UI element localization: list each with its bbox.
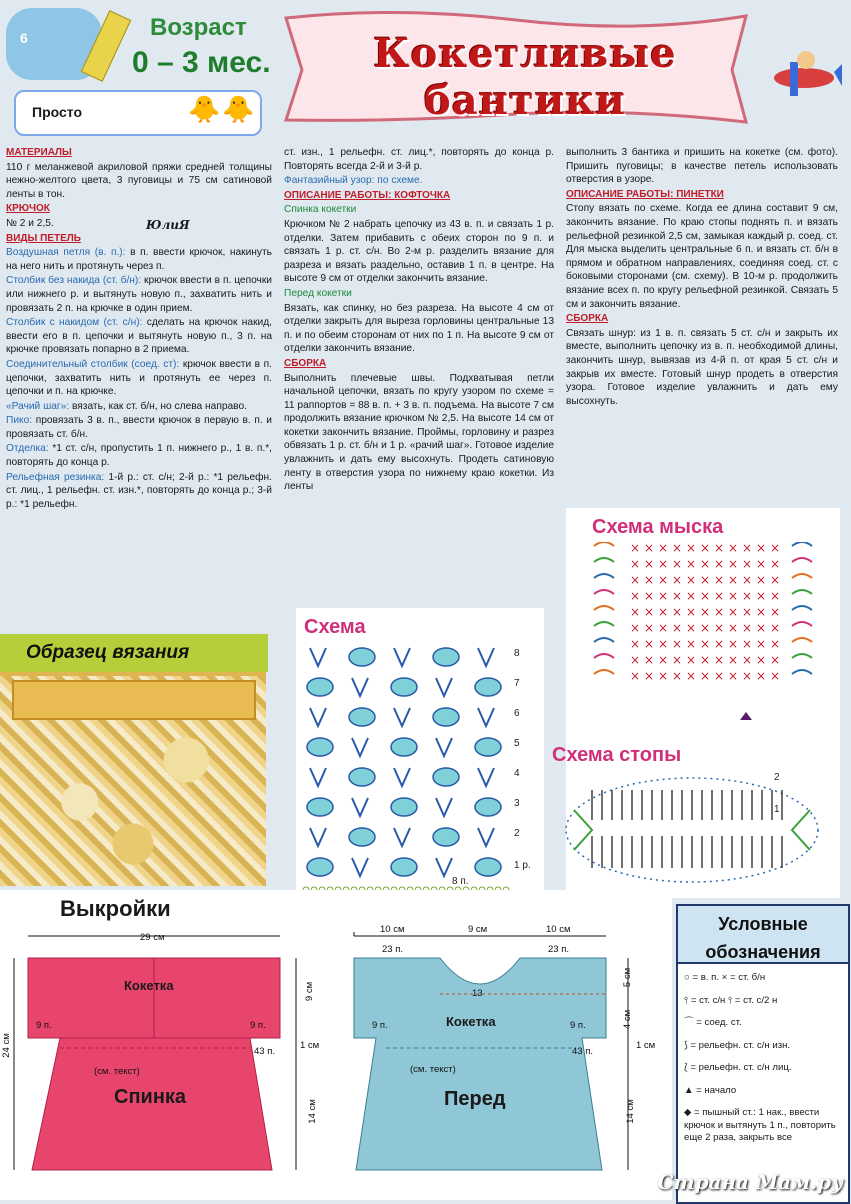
legend-item: ⫯ = ст. с/н ⫯ = ст. с/2 н (684, 994, 778, 1006)
age-value: 0 – 3 мес. (132, 46, 271, 79)
sc-stitch-symbol: × (658, 637, 669, 651)
v-stitch-symbol (478, 708, 494, 726)
sc-stitch-symbol: × (728, 637, 739, 651)
shell-stitch-symbol (349, 708, 375, 726)
stitches-heading: ВИДЫ ПЕТЕЛЬ (6, 232, 81, 244)
row-number: 2 (774, 772, 780, 783)
back-height-trim: 1 см (300, 1040, 320, 1051)
front-yoke-text: Вязать, как спинку, но без разреза. На высоте 4 см от отделки закрыть для выреза горловины центральные 13 п. и по обеим сторонам от них по 1 п. На высоте 9 см от отделки закончить вязание. (284, 302, 554, 355)
hook-heading: КРЮЧОК (6, 203, 50, 215)
v-stitch-symbol (478, 828, 494, 846)
sc-stitch-symbol: × (672, 653, 683, 667)
sc-stitch-symbol: × (672, 542, 683, 555)
row-number: 4 (514, 768, 520, 779)
front-inc-left: 9 п. (372, 1020, 388, 1031)
sc-stitch-symbol: × (756, 557, 767, 571)
sc-stitch-symbol: × (630, 621, 641, 635)
sample-title: Образец вязания (26, 642, 190, 663)
stitch-name: Пико: (6, 415, 33, 427)
v-stitch-symbol (352, 858, 368, 876)
v-stitch-symbol (436, 678, 452, 696)
back-inc-right: 9 п. (250, 1020, 266, 1031)
sc-stitch-symbol: × (756, 605, 767, 619)
sc-stitch-symbol: × (686, 605, 697, 619)
back-see-text: (см. текст) (94, 1066, 140, 1077)
legend-title-line-1: Условные (718, 914, 808, 934)
sc-stitch-symbol: × (630, 605, 641, 619)
sc-stitch-symbol: × (770, 605, 781, 619)
v-stitch-symbol (352, 798, 368, 816)
stitch-name: Соединительный столбик (соед. ст): (6, 358, 180, 370)
front-width-left: 10 см (380, 924, 405, 935)
sc-stitch-symbol: × (686, 589, 697, 603)
pattern-panel (0, 890, 672, 1200)
chick-icons: 🐥🐥 (188, 94, 257, 124)
sc-stitch-symbol: × (700, 637, 711, 651)
v-stitch-symbol (352, 738, 368, 756)
text-column-1 (6, 146, 272, 512)
sc-stitch-symbol: × (714, 669, 725, 683)
age-label: Возраст (150, 14, 247, 41)
sc-stitch-symbol: × (770, 653, 781, 667)
shell-stitch-symbol (391, 798, 417, 816)
sc-stitch-symbol: × (700, 605, 711, 619)
toe-chart (586, 542, 826, 732)
sc-stitch-symbol: × (700, 653, 711, 667)
sc-stitch-symbol: × (770, 669, 781, 683)
v-stitch-symbol (478, 768, 494, 786)
sc-stitch-symbol: × (630, 542, 641, 555)
sc-stitch-symbol: × (742, 589, 753, 603)
hook-stitch-symbol (594, 590, 614, 594)
v-stitch-symbol (394, 648, 410, 666)
row-number: 5 (514, 738, 520, 749)
booties-heading: ОПИСАНИЕ РАБОТЫ: ПИНЕТКИ (566, 188, 724, 200)
sc-stitch-symbol: × (756, 621, 767, 635)
sc-stitch-symbol: × (714, 542, 725, 555)
stitch-desc: 1-й р.: ст. с/н; 2-й р.: *1 рельефн. ст. лиц., 1 рельефн. ст. изн.*, повторять до конца р.; 3-й р.: *1 рельефн. (6, 471, 272, 510)
sc-stitch-symbol: × (756, 573, 767, 587)
stitch-name: Рельефная резинка: (6, 471, 105, 483)
start-marker-icon (740, 712, 752, 720)
sc-stitch-symbol: × (630, 637, 641, 651)
hook-stitch-symbol (594, 670, 614, 674)
patterns-title: Выкройки (60, 896, 171, 921)
chart-base-label: 8 п. (452, 876, 469, 887)
stitch-desc: в п. ввести крючок, накинуть на него нить и протянуть через п. (6, 247, 272, 272)
sc-stitch-symbol: × (728, 669, 739, 683)
assembly-heading: СБОРКА (284, 357, 327, 369)
shell-stitch-symbol (433, 648, 459, 666)
sc-stitch-symbol: × (658, 653, 669, 667)
sc-stitch-symbol: × (672, 637, 683, 651)
sc-stitch-symbol: × (686, 542, 697, 555)
sc-stitch-symbol: × (770, 589, 781, 603)
paragraph: ст. изн., 1 рельефн. ст. лиц.*, повторять до конца р. Повторять всегда 2-й и 3-й р. (284, 147, 554, 172)
sc-stitch-symbol: × (672, 557, 683, 571)
legend-item: ◆ = пышный ст.: 1 нак., ввести крючок и вытянуть 1 п., повторить еще 2 раза, закрыть все (684, 1107, 836, 1143)
sc-stitch-symbol: × (770, 573, 781, 587)
front-sts-right: 23 п. (548, 944, 569, 955)
shell-stitch-symbol (391, 858, 417, 876)
v-stitch-symbol (394, 768, 410, 786)
legend-item: ⟅ = рельефн. ст. с/н лиц. (684, 1062, 792, 1073)
booties-assembly-heading: СБОРКА (566, 313, 609, 325)
hook-stitch-symbol (792, 574, 812, 578)
sc-stitch-symbol: × (742, 637, 753, 651)
back-name: Спинка (114, 1086, 187, 1108)
v-stitch-symbol (310, 708, 326, 726)
page-number: 6 (20, 30, 28, 46)
sc-stitch-symbol: × (658, 573, 669, 587)
hook-text: № 2 и 2,5. (6, 217, 54, 229)
watermark: Страна Мам.ру (657, 1170, 843, 1194)
sc-stitch-symbol: × (672, 573, 683, 587)
hook-stitch-symbol (792, 654, 812, 658)
v-stitch-symbol (310, 768, 326, 786)
row-number: 1 р. (514, 860, 531, 871)
page-title: Кокетливые бантики (373, 30, 677, 124)
sc-stitch-symbol: × (714, 621, 725, 635)
shell-stitch-symbol (475, 798, 501, 816)
assembly-text: Выполнить плечевые швы. Подхватывая петли начальной цепочки, вязать по кругу узором по схеме = 11 раппортов = 88 в. п. + 3 в. п. подъема. На высоте 7 см продолжить вязание крючком № 2,5. На высоте 14 см от кокетки закончить вязание. Проймы, горловину и разрез обвязать 1 р. ст. б/н и 1 р. «рачий шаг». Готовое изделие увлажнить и дать ему высохнуть. Продеть сатиновую ленту в отверстия узора по нижнему краю кокетки. Из ленты (284, 372, 554, 493)
sc-stitch-symbol: × (728, 605, 739, 619)
back-pattern (0, 920, 300, 1200)
booties-text: Стопу вязать по схеме. Когда ее длина составит 9 см, закончить вязание. По краю стопы поднять п. и вязать рельефной резинкой 2,5 см, замыкая каждый р. соед. ст. Для мыска выделить центральные 6 п. и вязать ст. б/н в прямом и обратном направлениях, соединяя соед. ст. с боковыми сторонами (см. схему). В 10-м р. продолжить вязание всех п. по кругу рельефной резинкой. Связать 5 см и закончить вязание. (566, 203, 838, 310)
row-number: 1 (774, 804, 780, 815)
fan-stitch-symbol (574, 810, 592, 850)
shell-stitch-symbol (307, 858, 333, 876)
sc-stitch-symbol: × (700, 621, 711, 635)
legend-panel (676, 904, 850, 1204)
back-height-total: 24 см (0, 1033, 12, 1058)
sc-stitch-symbol: × (742, 653, 753, 667)
sc-stitch-symbol: × (714, 605, 725, 619)
stitch-chart-panel (296, 608, 544, 890)
hook-stitch-symbol (594, 654, 614, 658)
fancy-pattern-note: Фантазийный узор: по схеме. (284, 175, 423, 187)
paragraph: выполнить 3 бантика и пришить на кокетке (см. фото). Пришить пуговицы; в качестве петель использовать отверстия в узоре. (566, 147, 838, 186)
front-width-mid: 9 см (468, 924, 488, 935)
front-yoke-heading: Перед кокетки (284, 287, 352, 299)
sc-stitch-symbol: × (742, 573, 753, 587)
back-yoke-label: Кокетка (124, 978, 174, 993)
sc-stitch-symbol: × (728, 589, 739, 603)
sc-stitch-symbol: × (644, 589, 655, 603)
row-number: 2 (514, 828, 520, 839)
front-chain-label: 43 п. (572, 1046, 593, 1057)
jacket-heading: ОПИСАНИЕ РАБОТЫ: КОФТОЧКА (284, 189, 451, 201)
sc-stitch-symbol: × (644, 621, 655, 635)
sc-stitch-symbol: × (672, 669, 683, 683)
front-height-neck: 5 см (622, 967, 634, 988)
stitch-chart-title: Схема (304, 616, 366, 638)
back-yoke-heading: Спинка кокетки (284, 204, 357, 216)
front-width-right: 10 см (546, 924, 571, 935)
sc-stitch-symbol: × (700, 573, 711, 587)
front-height-trim: 1 см (636, 1040, 656, 1051)
sc-stitch-symbol: × (686, 669, 697, 683)
hook-stitch-symbol (792, 670, 812, 674)
hook-stitch-symbol (594, 622, 614, 626)
sc-stitch-symbol: × (714, 653, 725, 667)
sc-stitch-symbol: × (658, 621, 669, 635)
v-stitch-symbol (310, 828, 326, 846)
sc-stitch-symbol: × (658, 542, 669, 555)
sc-stitch-symbol: × (644, 557, 655, 571)
front-sts-left: 23 п. (382, 944, 403, 955)
hook-stitch-symbol (792, 606, 812, 610)
sc-stitch-symbol: × (700, 557, 711, 571)
sc-stitch-symbol: × (630, 557, 641, 571)
sc-stitch-symbol: × (630, 589, 641, 603)
sc-stitch-symbol: × (630, 573, 641, 587)
sc-stitch-symbol: × (686, 573, 697, 587)
sc-stitch-symbol: × (756, 653, 767, 667)
sc-stitch-symbol: × (714, 573, 725, 587)
sc-stitch-symbol: × (756, 542, 767, 555)
stitch-name: Воздушная петля (в. п.): (6, 247, 126, 259)
stitch-desc: крючок ввести в п. цепочки или нижнего р. и вытянуть новую п., захватить нить и провязать 2 п. на крючке в один прием. (6, 275, 272, 314)
sc-stitch-symbol: × (658, 589, 669, 603)
v-stitch-symbol (352, 678, 368, 696)
difficulty-label: Просто (32, 104, 82, 120)
materials-text: 110 г меланжевой акриловой пряжи средней толщины нежно-желтого цвета, 3 пуговицы и 75 см сатиновой ленты в тон. (6, 161, 272, 200)
back-chain-label: 43 п. (254, 1046, 275, 1057)
hook-stitch-symbol (594, 606, 614, 610)
sc-stitch-symbol: × (756, 589, 767, 603)
sample-title-bar (0, 634, 268, 672)
shell-stitch-symbol (391, 738, 417, 756)
shell-stitch-symbol (349, 828, 375, 846)
signature: ЮлиЯ (146, 218, 190, 232)
v-stitch-symbol (436, 858, 452, 876)
sole-chart-title: Схема стопы (552, 744, 682, 766)
sc-stitch-symbol: × (742, 542, 753, 555)
legend-heading (678, 906, 848, 964)
row-number: 7 (514, 678, 520, 689)
sc-stitch-symbol: × (630, 653, 641, 667)
sc-stitch-symbol: × (714, 557, 725, 571)
v-stitch-symbol (436, 738, 452, 756)
sc-stitch-symbol: × (728, 542, 739, 555)
front-height-body: 14 см (624, 1099, 636, 1124)
sc-stitch-symbol: × (742, 557, 753, 571)
sc-stitch-symbol: × (658, 669, 669, 683)
sc-stitch-symbol: × (672, 621, 683, 635)
shell-stitch-symbol (475, 738, 501, 756)
row-number: 8 (514, 648, 520, 659)
sc-stitch-symbol: × (686, 557, 697, 571)
stitch-name: «Рачий шаг»: (6, 400, 70, 412)
sc-stitch-symbol: × (686, 653, 697, 667)
sc-stitch-symbol: × (770, 542, 781, 555)
sc-stitch-symbol: × (644, 605, 655, 619)
front-yoke-label: Кокетка (446, 1014, 496, 1029)
sc-stitch-symbol: × (672, 605, 683, 619)
sc-stitch-symbol: × (686, 637, 697, 651)
legend-item: ○ = в. п. × = ст. б/н (684, 972, 766, 983)
legend-item: ⟆ = рельефн. ст. с/н изн. (684, 1039, 791, 1051)
sc-stitch-symbol: × (644, 669, 655, 683)
sc-stitch-symbol: × (686, 621, 697, 635)
hook-stitch-symbol (594, 574, 614, 578)
shell-stitch-symbol (307, 738, 333, 756)
sc-stitch-symbol: × (700, 542, 711, 555)
sc-stitch-symbol: × (644, 573, 655, 587)
v-stitch-symbol (310, 648, 326, 666)
shell-stitch-symbol (433, 768, 459, 786)
legend-item: ⌒ = соед. ст. (684, 1017, 742, 1028)
sc-stitch-symbol: × (728, 573, 739, 587)
sc-stitch-symbol: × (728, 653, 739, 667)
v-stitch-symbol (478, 648, 494, 666)
sc-stitch-symbol: × (742, 605, 753, 619)
sc-stitch-symbol: × (700, 589, 711, 603)
booties-assembly-text: Связать шнур: из 1 в. п. связать 5 ст. с/н и закрыть их вместе, выполнить цепочку из в. п. необходимой длины, закончить шнур, вывязав из 4-й п. от края 5 ст. с/н и закрыв их вместе. Готовый шнур продеть в отверстия узора. Готовое изделие увлажнить и дать ему высохнуть. (566, 327, 838, 407)
stitch-desc: крючок ввести в п. цепочки, захватить нить и протянуть ее через п. цепочки и п. на крючке. (6, 358, 272, 398)
sc-stitch-symbol: × (644, 653, 655, 667)
front-pattern (340, 920, 670, 1200)
stitch-desc: сделать на крючок накид, ввести его в п. цепочки и вытянуть новую п., 3 п. на крючке провязать попарно в 2 приема. (6, 317, 272, 356)
materials-heading: МАТЕРИАЛЫ (6, 147, 72, 158)
hook-stitch-symbol (792, 590, 812, 594)
row-number: 6 (514, 708, 520, 719)
front-see-text: (см. текст) (410, 1064, 456, 1075)
sc-stitch-symbol: × (756, 637, 767, 651)
sc-stitch-symbol: × (742, 669, 753, 683)
sc-stitch-symbol: × (644, 637, 655, 651)
hook-stitch-symbol (792, 622, 812, 626)
row-number: 3 (514, 798, 520, 809)
shell-stitch-symbol (433, 828, 459, 846)
legend-title-line-2: обозначения (705, 942, 821, 962)
stitch-desc: провязать 3 в. п., ввести крючок в первую в. п. и провязать ст. б/н. (6, 415, 272, 440)
stitch-desc: вязать, как ст. б/н, но слева направо. (69, 400, 247, 412)
v-stitch-symbol (436, 798, 452, 816)
sc-stitch-symbol: × (756, 669, 767, 683)
front-neck-sts: 13 (472, 988, 483, 999)
sc-stitch-symbol: × (770, 621, 781, 635)
bootie-charts-panel (552, 508, 840, 898)
ribbon-band-photo (12, 680, 256, 720)
sc-stitch-symbol: × (770, 637, 781, 651)
shell-stitch-symbol (307, 678, 333, 696)
sole-chart (552, 770, 832, 894)
back-height-yoke: 9 см (304, 981, 316, 1002)
shell-stitch-symbol (433, 708, 459, 726)
shell-stitch-symbol (391, 678, 417, 696)
hook-stitch-symbol (594, 638, 614, 642)
hook-stitch-symbol (594, 558, 614, 562)
sc-stitch-symbol: × (714, 589, 725, 603)
front-inc-right: 9 п. (570, 1020, 586, 1031)
hook-stitch-symbol (594, 542, 614, 546)
stitch-chart (296, 638, 544, 890)
back-yoke-text: Крючком № 2 набрать цепочку из 43 в. п. и связать 1 р. отделки. Затем прибавить с обеих сторон по 9 п. и связать 1 р. ст. с/н. Во 2-м р. разделить вязание для разреза и вязать раздельно, оставив 1 п. в центре. На высоте 9 см от отделки закончить вязание. (284, 218, 554, 285)
sc-stitch-symbol: × (714, 637, 725, 651)
toe-chart-title: Схема мыска (592, 516, 724, 538)
shell-stitch-symbol (475, 678, 501, 696)
shell-stitch-symbol (307, 798, 333, 816)
hook-stitch-symbol (792, 542, 812, 546)
fan-stitch-symbol (792, 810, 810, 850)
sc-stitch-symbol: × (658, 605, 669, 619)
airplane-icon (764, 42, 842, 102)
sc-stitch-symbol: × (644, 542, 655, 555)
v-stitch-symbol (394, 828, 410, 846)
sc-stitch-symbol: × (672, 589, 683, 603)
text-column-2 (284, 146, 554, 495)
stitch-name: Столбик без накида (ст. б/н): (6, 275, 142, 287)
sc-stitch-symbol: × (728, 621, 739, 635)
sc-stitch-symbol: × (700, 669, 711, 683)
shell-stitch-symbol (349, 768, 375, 786)
stitch-name: Столбик с накидом (ст. с/н): (6, 317, 143, 329)
shell-stitch-symbol (349, 648, 375, 666)
stitch-name: Отделка: (6, 443, 49, 455)
sc-stitch-symbol: × (658, 557, 669, 571)
v-stitch-symbol (394, 708, 410, 726)
back-width-label: 29 см (140, 932, 165, 943)
hook-stitch-symbol (792, 638, 812, 642)
sc-stitch-symbol: × (770, 557, 781, 571)
back-height-body: 14 см (306, 1099, 318, 1124)
sc-stitch-symbol: × (742, 621, 753, 635)
stitch-desc: *1 ст. с/н, пропустить 1 п. нижнего р., 1 в. п.*, повторять до конца р. (6, 443, 272, 469)
hook-stitch-symbol (792, 558, 812, 562)
sc-stitch-symbol: × (630, 669, 641, 683)
legend-item: ▲ = начало (684, 1084, 737, 1096)
front-name: Перед (444, 1088, 506, 1110)
shell-stitch-symbol (475, 858, 501, 876)
text-column-3 (566, 146, 838, 409)
front-height-yoke: 4 см (622, 1009, 634, 1030)
sc-stitch-symbol: × (728, 557, 739, 571)
back-inc-left: 9 п. (36, 1020, 52, 1031)
